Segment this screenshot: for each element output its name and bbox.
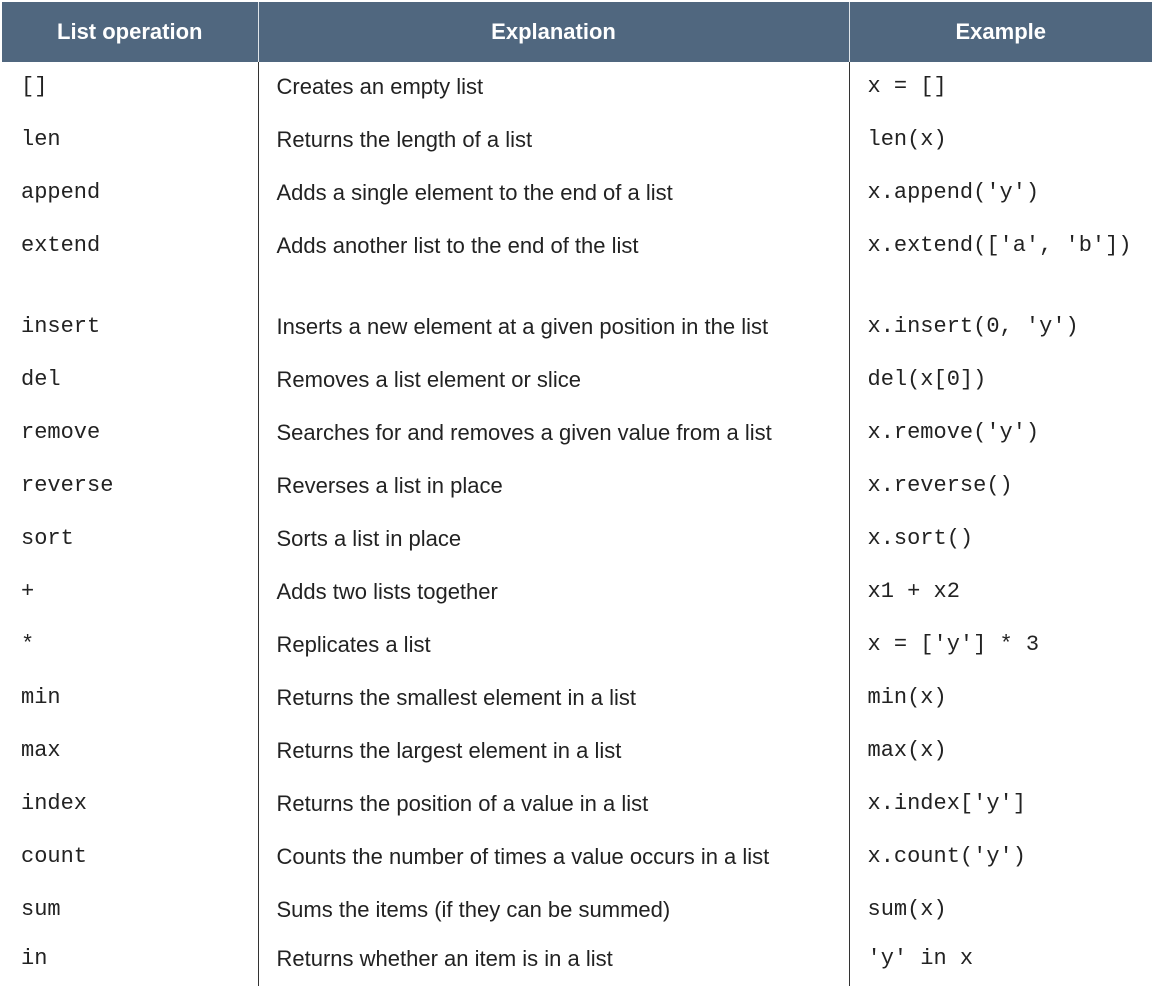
operation-cell: *: [21, 632, 35, 657]
table-row: [2, 355, 1152, 408]
table-header: [2, 2, 1152, 62]
explanation-cell: Replicates a list: [258, 620, 849, 673]
table-row: [2, 302, 1152, 355]
operation-cell: insert: [21, 314, 101, 339]
example-cell: x.remove('y'): [849, 408, 1152, 461]
explanation-cell: Sums the items (if they can be summed): [258, 885, 849, 934]
operation-cell: min: [21, 685, 61, 710]
table-row: [2, 514, 1152, 567]
explanation-cell: Adds another list to the end of the list: [258, 221, 849, 302]
explanation-cell: Adds two lists together: [258, 567, 849, 620]
table-body: [2, 62, 1152, 986]
example-cell: sum(x): [849, 885, 1152, 934]
header-list-operation: List operation: [2, 2, 258, 62]
explanation-cell: Searches for and removes a given value from a list: [258, 408, 849, 461]
example-cell: x.insert(0, 'y'): [849, 302, 1152, 355]
explanation-cell: Adds a single element to the end of a list: [258, 168, 849, 221]
example-cell: x.extend(['a', 'b']): [849, 221, 1152, 302]
explanation-cell: Returns the length of a list: [258, 115, 849, 168]
example-cell: x.reverse(): [849, 461, 1152, 514]
operation-cell: extend: [21, 233, 101, 258]
explanation-cell: Sorts a list in place: [258, 514, 849, 567]
example-cell: x1 + x2: [849, 567, 1152, 620]
operation-cell: len: [21, 127, 61, 152]
table-row: [2, 726, 1152, 779]
operation-cell: []: [21, 74, 48, 99]
explanation-cell: Returns the position of a value in a list: [258, 779, 849, 832]
table-row: [2, 934, 1152, 986]
explanation-cell: Removes a list element or slice: [258, 355, 849, 408]
example-cell: x = []: [849, 62, 1152, 115]
operation-cell: del: [21, 367, 61, 392]
example-cell: x.index['y']: [849, 779, 1152, 832]
explanation-cell: Returns the largest element in a list: [258, 726, 849, 779]
header-explanation: Explanation: [258, 2, 849, 62]
example-cell: del(x[0]): [849, 355, 1152, 408]
explanation-cell: Returns the smallest element in a list: [258, 673, 849, 726]
operation-cell: remove: [21, 420, 101, 445]
example-cell: min(x): [849, 673, 1152, 726]
example-cell: len(x): [849, 115, 1152, 168]
explanation-cell: Reverses a list in place: [258, 461, 849, 514]
example-cell: x = ['y'] * 3: [849, 620, 1152, 673]
table-row: [2, 221, 1152, 302]
table-row: [2, 461, 1152, 514]
operation-cell: count: [21, 844, 88, 869]
table-row: [2, 832, 1152, 885]
operation-cell: +: [21, 579, 35, 604]
table-row: [2, 62, 1152, 115]
explanation-cell: Inserts a new element at a given position in the list: [258, 302, 849, 355]
example-cell: 'y' in x: [849, 934, 1152, 986]
table-row: [2, 115, 1152, 168]
table-row: [2, 673, 1152, 726]
table-row: [2, 885, 1152, 934]
example-cell: x.sort(): [849, 514, 1152, 567]
explanation-cell: Creates an empty list: [258, 62, 849, 115]
operation-cell: sum: [21, 897, 61, 922]
header-example: Example: [849, 2, 1152, 62]
explanation-cell: Returns whether an item is in a list: [258, 934, 849, 986]
operation-cell: reverse: [21, 473, 114, 498]
operation-cell: append: [21, 180, 101, 205]
table-row: [2, 168, 1152, 221]
table-row: [2, 408, 1152, 461]
table-row: [2, 620, 1152, 673]
example-cell: x.count('y'): [849, 832, 1152, 885]
table-row: [2, 567, 1152, 620]
header-row: [2, 2, 1152, 62]
table-row: [2, 779, 1152, 832]
example-cell: max(x): [849, 726, 1152, 779]
operation-cell: index: [21, 791, 88, 816]
example-cell: x.append('y'): [849, 168, 1152, 221]
list-operations-table: [2, 2, 1152, 986]
operation-cell: in: [21, 946, 48, 971]
operation-cell: max: [21, 738, 61, 763]
explanation-cell: Counts the number of times a value occurs in a list: [258, 832, 849, 885]
operation-cell: sort: [21, 526, 74, 551]
